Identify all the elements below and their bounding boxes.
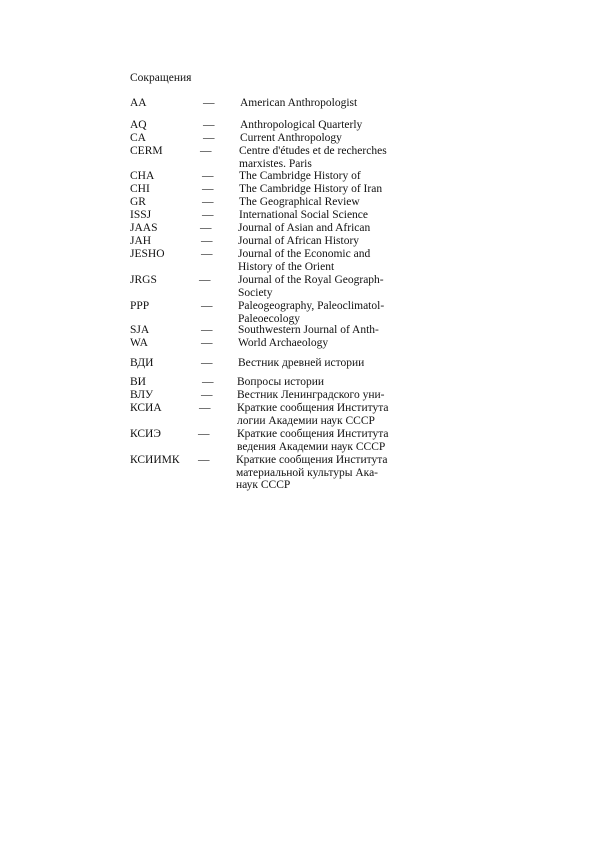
abbreviation-description: [240, 132, 342, 145]
abbreviation: AQ: [130, 119, 147, 131]
abbreviation-description: [239, 170, 361, 183]
dash-separator: —: [203, 119, 215, 131]
description-line: Journal of the Royal Geograph-: [238, 274, 384, 286]
dash-separator: —: [201, 389, 213, 401]
description-line: логии Академии наук СССР: [237, 414, 375, 427]
description-line: Paleoecology: [238, 312, 300, 325]
abbreviation: КСИИМК: [130, 454, 180, 466]
description-line: Краткие сообщения Института: [237, 428, 389, 440]
abbreviation-description: [237, 402, 389, 427]
abbreviation: GR: [130, 196, 146, 208]
dash-separator: —: [202, 170, 214, 182]
description-line: The Geographical Review: [239, 196, 360, 208]
description-line: Journal of Asian and African: [238, 222, 371, 234]
page-title: Сокращения: [130, 72, 192, 84]
abbreviation-description: [239, 196, 360, 209]
description-line: Anthropological Quarterly: [240, 119, 363, 131]
abbreviation: PPP: [130, 300, 150, 312]
dash-separator: —: [202, 209, 214, 221]
description-line: Вестник древней истории: [238, 357, 365, 369]
abbreviation-description: [240, 97, 357, 110]
dash-separator: —: [199, 402, 211, 414]
description-line: Journal of African History: [238, 235, 360, 247]
description-line: History of the Orient: [238, 260, 335, 273]
dash-separator: —: [201, 337, 213, 349]
abbreviation: CA: [130, 132, 146, 144]
description-line: Centre d'études et de recherches: [239, 145, 387, 157]
dash-separator: —: [202, 183, 214, 195]
description-line: Current Anthropology: [240, 132, 342, 144]
dash-separator: —: [202, 376, 214, 388]
description-line: Southwestern Journal of Anth-: [238, 324, 379, 336]
description-line: The Cambridge History of: [239, 170, 361, 182]
abbreviation-description: [239, 209, 368, 222]
dash-separator: —: [201, 300, 213, 312]
abbreviation: JAH: [130, 235, 152, 247]
abbreviation: SJA: [130, 324, 150, 336]
abbreviation: КСИЭ: [130, 428, 161, 440]
description-line: International Social Science: [239, 209, 369, 221]
dash-separator: —: [199, 274, 211, 286]
abbreviation: JESHO: [130, 248, 165, 260]
description-line: Вестник Ленинградского уни-: [237, 389, 385, 401]
dash-separator: —: [202, 196, 214, 208]
description-line: Вопросы истории: [237, 376, 325, 388]
abbreviation-description: [238, 337, 328, 350]
abbreviation-description: [237, 376, 324, 389]
abbreviation-description: [237, 428, 389, 453]
description-line: Paleogeography, Paleoclimatol-: [238, 300, 385, 312]
abbreviation: CERM: [130, 145, 163, 157]
abbreviation-description: [238, 222, 370, 235]
description-line: материальной культуры Ака-: [236, 466, 379, 479]
dash-separator: —: [201, 357, 213, 369]
abbreviation-description: [238, 235, 359, 248]
description-line: Society: [238, 286, 273, 299]
dash-separator: —: [201, 324, 213, 336]
description-line: Краткие сообщения Института: [237, 402, 389, 414]
abbreviation: ВЛУ: [130, 389, 154, 401]
dash-separator: —: [203, 132, 215, 144]
description-line: ведения Академии наук СССР: [237, 440, 386, 453]
abbreviation-description: [238, 274, 384, 299]
description-line: наук СССР: [236, 479, 291, 491]
dash-separator: —: [200, 145, 212, 157]
description-line: American Anthropologist: [240, 97, 358, 109]
abbreviation: ISSJ: [130, 209, 152, 221]
dash-separator: —: [198, 454, 210, 466]
abbreviation-description: [238, 357, 364, 370]
abbreviation: JAAS: [130, 222, 158, 234]
abbreviation: ВДИ: [130, 357, 154, 369]
dash-separator: —: [201, 235, 213, 247]
abbreviation: ВИ: [130, 376, 146, 388]
abbreviation-description: [238, 300, 384, 325]
description-line: The Cambridge History of Iran: [239, 183, 383, 195]
description-line: marxistes. Paris: [239, 157, 312, 170]
abbreviation-description: [238, 324, 379, 337]
dash-separator: —: [198, 428, 210, 440]
dash-separator: —: [203, 97, 215, 109]
abbreviation: JRGS: [130, 274, 157, 286]
description-line: Краткие сообщения Института: [236, 454, 388, 466]
abbreviation-description: [239, 145, 387, 170]
description-line: World Archaeology: [238, 337, 329, 349]
abbreviation: WA: [130, 337, 148, 349]
abbreviation-description: [237, 389, 384, 402]
description-line: Journal of the Economic and: [238, 248, 371, 260]
abbreviation: КСИА: [130, 402, 162, 414]
abbreviation-description: [239, 183, 382, 196]
abbreviation: CHA: [130, 170, 155, 182]
dash-separator: —: [200, 222, 212, 234]
abbreviation: AA: [130, 97, 147, 109]
abbreviation-description: [238, 248, 370, 273]
abbreviation-description: [236, 454, 388, 492]
abbreviation-description: [240, 119, 362, 132]
dash-separator: —: [201, 248, 213, 260]
abbreviation: CHI: [130, 183, 150, 195]
